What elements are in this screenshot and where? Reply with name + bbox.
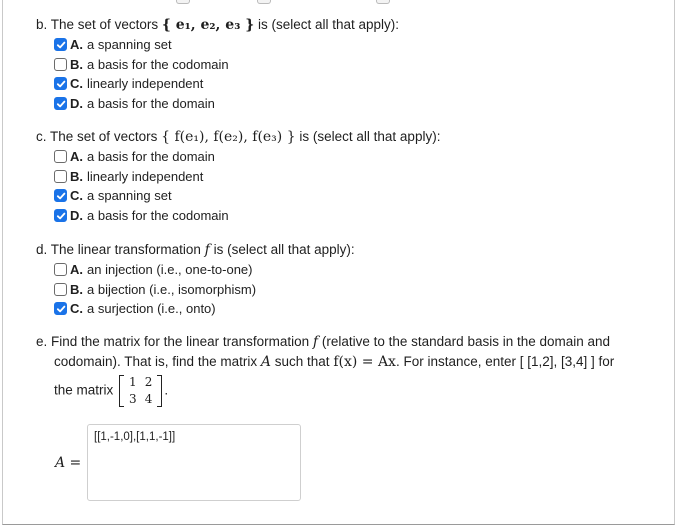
option-c-a[interactable] [54, 147, 440, 167]
checkbox[interactable] [54, 189, 67, 202]
option-label: linearly independent [87, 76, 204, 92]
option-letter: D. [70, 208, 83, 224]
example-matrix: 1 2 3 4 [119, 374, 162, 408]
option-label: a basis for the domain [87, 149, 215, 165]
part-e-line-2: codomain). That is, find the matrix A such that f(x) = Ax. For instance, enter [ [1,2], [3,4] ] for [54, 354, 615, 370]
toolbar-edge [376, 0, 390, 4]
part-e-line-3: the matrix 1 2 3 4 . [54, 375, 169, 406]
option-label: a spanning set [87, 188, 172, 204]
option-label: linearly independent [87, 168, 204, 184]
vector-set: { e₁, e₂, e₃ } [161, 17, 255, 33]
checkbox[interactable] [54, 170, 67, 183]
option-b-c[interactable] [54, 74, 399, 94]
option-label: a spanning set [87, 37, 172, 53]
option-b-d[interactable] [54, 94, 399, 114]
option-b-b[interactable] [54, 55, 399, 75]
checkbox[interactable] [54, 302, 67, 315]
part-d [36, 240, 355, 319]
checkbox[interactable] [54, 58, 67, 71]
part-e-line-1: e. Find the matrix for the linear transformation f (relative to the standard basis in the domain and [36, 334, 611, 350]
option-d-b[interactable] [54, 280, 355, 300]
part-c-prompt: c. The set of vectors { f(e₁), f(e₂), f(e₃) } is (select all that apply): [36, 129, 441, 145]
check-icon [56, 304, 66, 314]
matrix-answer-input[interactable] [87, 424, 301, 501]
part-e [36, 332, 656, 408]
part-d-options [36, 260, 355, 319]
option-letter: D. [70, 96, 83, 112]
option-letter: C. [70, 188, 83, 204]
part-d-prompt: d. The linear transformation f is (select all that apply): [36, 242, 355, 258]
check-icon [56, 211, 66, 221]
option-label: a surjection (i.e., onto) [87, 301, 216, 317]
option-b-a[interactable] [54, 35, 399, 55]
option-label: an injection (i.e., one-to-one) [87, 262, 253, 278]
option-label: a basis for the codomain [87, 208, 229, 224]
checkbox[interactable] [54, 77, 67, 90]
part-c-options [36, 147, 440, 225]
equation: f(x) = Ax [333, 354, 396, 370]
option-label: a basis for the domain [87, 96, 215, 112]
part-b-prompt: b. The set of vectors { e₁, e₂, e₃ } is (select all that apply): [36, 17, 400, 33]
option-letter: C. [70, 301, 83, 317]
part-b [36, 15, 399, 113]
image-vector-set: { f(e₁), f(e₂), f(e₃) } [161, 129, 296, 145]
option-letter: A. [70, 149, 83, 165]
part-c [36, 127, 440, 225]
option-c-b[interactable] [54, 167, 440, 187]
option-d-a[interactable] [54, 260, 355, 280]
option-letter: B. [70, 56, 83, 72]
checkbox[interactable] [54, 263, 67, 276]
checkbox[interactable] [54, 283, 67, 296]
option-label: a basis for the codomain [87, 56, 229, 72]
option-letter: B. [70, 168, 83, 184]
checkbox[interactable] [54, 97, 67, 110]
option-c-d[interactable] [54, 206, 440, 226]
option-label: a bijection (i.e., isomorphism) [87, 281, 257, 297]
answer-text: [[1,-1,0],[1,1,-1]] [94, 431, 176, 443]
option-d-c[interactable] [54, 299, 355, 319]
toolbar-edge [176, 0, 190, 4]
option-letter: A. [70, 262, 83, 278]
check-icon [56, 40, 66, 50]
option-c-c[interactable] [54, 186, 440, 206]
checkbox[interactable] [54, 209, 67, 222]
checkbox[interactable] [54, 38, 67, 51]
check-icon [56, 79, 66, 89]
answer-label: A = [55, 455, 82, 471]
check-icon [56, 191, 66, 201]
option-letter: A. [70, 37, 83, 53]
check-icon [56, 99, 66, 109]
checkbox[interactable] [54, 150, 67, 163]
part-b-options [36, 35, 399, 113]
option-letter: C. [70, 76, 83, 92]
toolbar-edge [257, 0, 271, 4]
option-letter: B. [70, 281, 83, 297]
